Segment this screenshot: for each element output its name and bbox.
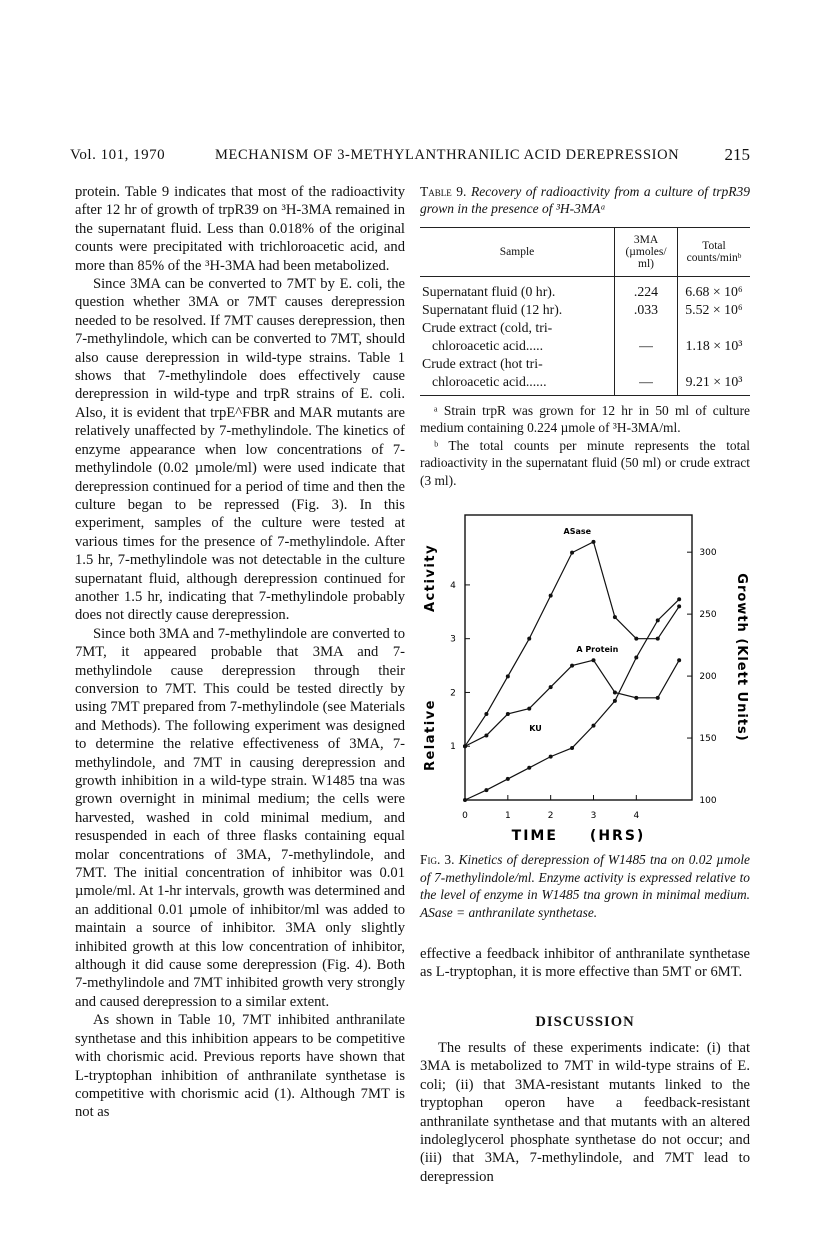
- data-point: [527, 637, 531, 641]
- paragraph: Since both 3MA and 7-methylindole are converted to 7MT, it appeared probable that 3MA and 7-methylindole cause derepression through their conversion to 7MT. This could be tested directly by using 7MT prepared from 7-methylindole (see Materials and Methods). The following experiment was designed to determine the relative effectiveness of 3MA, 7-methylindole, and 7MT in causing derepression and growth inhibition in a wild-type strain. W1485 tna was grown overnight in minimal medium; the cells were harvested, washed in cold minimal medium, and resuspended in each of three flasks containing equal molar concentrations of 3MA, 7-methylindole, and 7MT. The initial concentration of inhibitor was 0.01 µmole/ml. At 1-hr intervals, growth was determined and an additional 0.01 µmole of inhibitor/ml was added to maintain a source of inhibitor. 3MA only slightly inhibited growth at this low concentration of inhibitor, although it did cause some derepression (Fig. 4). Both 7-methylindole and 7MT inhibited growth very strongly and caused derepression to a similar extent.: [75, 625, 405, 1010]
- table-header: 3MA (µmoles/ ml): [615, 228, 678, 277]
- header-volume: Vol. 101, 1970: [70, 147, 166, 163]
- table-header: Sample: [420, 228, 615, 277]
- data-point: [484, 712, 488, 716]
- table-header: Total counts/minᵇ: [678, 228, 751, 277]
- x-tick-label: 4: [633, 811, 640, 821]
- table-row: [420, 283, 750, 301]
- plot-frame: [465, 515, 692, 800]
- data-point: [527, 707, 531, 711]
- paragraph: Since 3MA can be converted to 7MT by E. coli, the question whether 3MA or 7MT causes derepression needed to be resolved. If 7MT causes derepression, then 7-methylindole, which can be converted to 7MT, should also cause derepression in wild-type strains. Table 1 shows that 7-methylindole does effectively cause derepression in wild-type and trpR strains of E. coli. Also, it is evident that trpE^FBR and MAR mutants are relatively unaffected by 7-methylindole. The kinetics of enzyme appearance when low concentrations of 7-methylindole (0.02 µmole/ml) were used indicate that derepression continued for a period of time and then the culture began to be repressed (Fig. 3). In this experiment, samples of the culture were tested at various times for the presence of 7-methylindole. After 1.5 hr, 7-methylindole was not detectable in the culture supernatant fluid, although derepression continued for another 1.5 hr, indicating that 7-methylindole probably does not directly cause derepression.: [75, 276, 405, 624]
- table9: [420, 227, 750, 396]
- data-point: [613, 615, 617, 619]
- conc-cell: .224: [615, 283, 678, 301]
- data-point: [634, 637, 638, 641]
- conc-cell: —: [615, 373, 678, 396]
- series-line: [465, 599, 679, 800]
- table9-block: [420, 183, 750, 489]
- data-point: [570, 551, 574, 555]
- data-point: [506, 712, 510, 716]
- counts-cell: 1.18 × 10³: [678, 337, 751, 355]
- table-row: [420, 373, 750, 396]
- data-point: [506, 674, 510, 678]
- data-point: [591, 724, 595, 728]
- data-point: [549, 594, 553, 598]
- series-label: KU: [529, 724, 542, 734]
- y-right-tick-label: 150: [699, 734, 717, 745]
- sample-cell: Supernatant fluid (12 hr).: [422, 301, 563, 317]
- data-point: [549, 755, 553, 759]
- data-point: [463, 798, 467, 802]
- data-point: [506, 777, 510, 781]
- sample-cell: Crude extract (cold, tri-: [422, 319, 553, 335]
- data-point: [570, 664, 574, 668]
- data-point: [591, 540, 595, 544]
- data-point: [634, 696, 638, 700]
- header-title: MECHANISM OF 3-METHYLANTHRANILIC ACID DEREPRESSION: [215, 147, 680, 163]
- y-left-tick-label: 3: [450, 634, 456, 645]
- conc-cell: .033: [615, 301, 678, 319]
- running-header: [70, 147, 750, 169]
- data-point: [613, 699, 617, 703]
- data-point: [677, 597, 681, 601]
- data-point: [484, 788, 488, 792]
- data-point: [656, 618, 660, 622]
- data-point: [656, 637, 660, 641]
- paragraph: protein. Table 9 indicates that most of the radioactivity after 12 hr of growth of trpR39 on ³H-3MA remained in the supernatant fluid. Less than 0.018% of the original counts were precipitated with trichloroacetic acid, and more than 85% of the ³H-3MA had been metabolized.: [75, 184, 405, 274]
- table-row: [420, 337, 750, 355]
- y-right-tick-label: 300: [699, 548, 717, 559]
- y-right-tick-label: 100: [699, 796, 717, 806]
- data-point: [634, 656, 638, 660]
- table-row: [420, 355, 750, 373]
- data-point: [549, 685, 553, 689]
- y-right-axis-label: Growth (Klett Units): [734, 573, 749, 742]
- data-point: [677, 604, 681, 608]
- x-tick-label: 3: [590, 811, 597, 821]
- table-header-row: [420, 228, 750, 277]
- figure3-label: Fig. 3.: [420, 852, 455, 867]
- data-point: [677, 658, 681, 662]
- data-point: [570, 746, 574, 750]
- series-label: A Protein: [576, 645, 619, 655]
- paragraph: As shown in Table 10, 7MT inhibited anthranilate synthetase and this inhibition appears to be competitive with chorismic acid. Previous reports have shown that L-tryptophan inhibition of anthranilate synthetase is competitive with chorismic acid (1). Although 7MT is not as: [75, 1012, 405, 1121]
- table-row: [420, 319, 750, 337]
- data-point: [484, 733, 488, 737]
- sample-cell: Crude extract (hot tri-: [422, 355, 543, 371]
- y-right-tick-label: 250: [699, 610, 717, 621]
- data-point: [527, 766, 531, 770]
- counts-cell: 9.21 × 10³: [678, 373, 751, 396]
- counts-cell: 5.52 × 10⁶: [678, 301, 751, 319]
- data-point: [591, 658, 595, 662]
- sample-cell: chloroacetic acid.....: [432, 337, 544, 353]
- x-axis-label: TIME (HRS): [511, 828, 646, 844]
- counts-cell: 6.68 × 10⁶: [678, 283, 751, 301]
- data-point: [656, 696, 660, 700]
- conc-cell: —: [615, 337, 678, 355]
- paragraph: The results of these experiments indicate: (i) that 3MA is metabolized to 7MT in wild-type strains of E. coli; (ii) that 3MA-resistant mutants linked to the tryptophan operon have a feedback-resistant anthranilate synthetase and that mutants with an altered indoleglycerol phosphate synthetase do not occur; and (iii) that 3MA, 7-methylindole, and 7MT lead to derepression: [420, 1040, 750, 1185]
- table9-caption: [420, 183, 750, 217]
- section-heading-discussion: DISCUSSION: [535, 1014, 635, 1030]
- y-left-tick-label: 1: [450, 742, 456, 753]
- table9-footnote-a: ᵃ Strain trpR was grown for 12 hr in 50 ml of culture medium containing 0.224 µmole of ³H-3MA/ml.: [420, 402, 750, 435]
- figure3-caption-text: Kinetics of derepression of W1485 tna on 0.02 µmole of 7-methylindole/ml. Enzyme activity is expressed relative to the level of enzyme in W1485 tna grown in minimal medium. ASase = anthranilate synthetase.: [420, 852, 750, 920]
- sample-cell: Supernatant fluid (0 hr).: [422, 283, 556, 299]
- y-right-tick-label: 200: [699, 672, 717, 683]
- x-tick-label: 1: [504, 811, 511, 821]
- y-left-tick-label: 4: [450, 580, 456, 591]
- series-label: ASase: [563, 526, 592, 536]
- table9-footnote-b: ᵇ The total counts per minute represents the total radioactivity in the supernatant fluid (50 ml) or crude extract (3 ml).: [420, 437, 750, 488]
- table-row: [420, 301, 750, 319]
- data-point: [613, 690, 617, 694]
- discussion-paragraph: [420, 1039, 750, 1186]
- series-line: [465, 660, 679, 746]
- x-tick-label: 2: [547, 811, 554, 821]
- paragraph: effective a feedback inhibitor of anthranilate synthetase as L-tryptophan, it is more effective than 5MT or 6MT.: [420, 946, 750, 981]
- y-left-axis-label: Relative Activity: [423, 543, 438, 772]
- figure3: [420, 500, 750, 845]
- data-point: [463, 744, 467, 748]
- right-paragraph: [420, 945, 750, 982]
- figure3-caption: [420, 851, 750, 921]
- x-tick-label: 0: [462, 811, 468, 821]
- sample-cell: chloroacetic acid......: [420, 373, 615, 396]
- y-left-tick-label: 2: [450, 688, 456, 699]
- left-column: [75, 183, 405, 1122]
- table9-title: Recovery of radioactivity from a culture of trpR39 grown in the presence of ³H-3MAᵃ: [420, 184, 751, 216]
- figure3-chart: [420, 500, 750, 845]
- page-number: 215: [724, 145, 750, 164]
- table9-label: Table 9.: [420, 184, 467, 199]
- series-line: [465, 542, 679, 746]
